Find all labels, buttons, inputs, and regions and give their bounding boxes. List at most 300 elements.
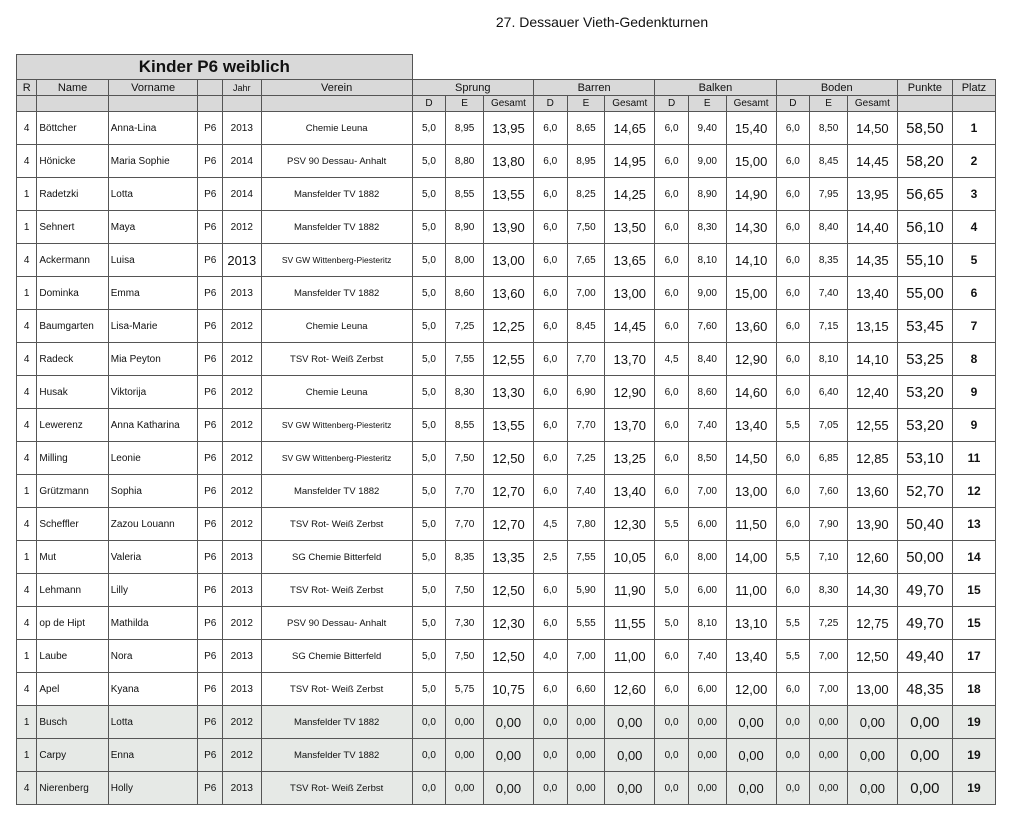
- cell-barren-e: 0,00: [567, 706, 605, 739]
- cell-klasse: P6: [198, 574, 222, 607]
- cell-klasse: P6: [198, 541, 222, 574]
- cell-sprung-e: 5,75: [446, 673, 484, 706]
- cell-platz: 19: [952, 706, 995, 739]
- cell-boden-gesamt: 14,50: [847, 112, 897, 145]
- cell-balken-d: 0,0: [655, 772, 689, 805]
- table-row: [17, 277, 996, 310]
- cell-r: 4: [17, 673, 37, 706]
- cell-balken-gesamt: 14,10: [726, 244, 776, 277]
- cell-klasse: P6: [198, 244, 222, 277]
- cell-klasse: P6: [198, 211, 222, 244]
- cell-r: 1: [17, 475, 37, 508]
- cell-sprung-d: 5,0: [412, 277, 446, 310]
- cell-barren-e: 6,90: [567, 376, 605, 409]
- cell-sprung-d: 5,0: [412, 112, 446, 145]
- cell-sprung-e: 8,55: [446, 178, 484, 211]
- header-r: R: [17, 80, 37, 96]
- cell-barren-d: 4,5: [533, 508, 567, 541]
- cell-balken-e: 0,00: [688, 739, 726, 772]
- cell-punkte: 53,20: [897, 409, 952, 442]
- cell-boden-gesamt: 12,55: [847, 409, 897, 442]
- cell-klasse: P6: [198, 673, 222, 706]
- cell-klasse: P6: [198, 607, 222, 640]
- cell-jahr: 2012: [222, 343, 261, 376]
- cell-punkte: 55,10: [897, 244, 952, 277]
- cell-barren-gesamt: 12,90: [605, 376, 655, 409]
- cell-boden-gesamt: 14,30: [847, 574, 897, 607]
- cell-boden-d: 5,5: [776, 541, 810, 574]
- cell-platz: 15: [952, 607, 995, 640]
- cell-boden-d: 5,5: [776, 640, 810, 673]
- cell-boden-gesamt: 12,60: [847, 541, 897, 574]
- cell-vorname: Anna-Lina: [108, 112, 198, 145]
- cell-verein: Chemie Leuna: [261, 310, 412, 343]
- cell-sprung-gesamt: 13,80: [483, 145, 533, 178]
- cell-sprung-e: 7,50: [446, 574, 484, 607]
- cell-vorname: Luisa: [108, 244, 198, 277]
- cell-boden-e: 8,40: [810, 211, 848, 244]
- header-name: Name: [37, 80, 108, 96]
- cell-verein: PSV 90 Dessau- Anhalt: [261, 145, 412, 178]
- cell-jahr: 2012: [222, 442, 261, 475]
- cell-vorname: Lilly: [108, 574, 198, 607]
- cell-platz: 3: [952, 178, 995, 211]
- cell-barren-e: 7,25: [567, 442, 605, 475]
- cell-barren-d: 6,0: [533, 442, 567, 475]
- cell-r: 4: [17, 145, 37, 178]
- cell-balken-gesamt: 0,00: [726, 706, 776, 739]
- cell-balken-gesamt: 0,00: [726, 772, 776, 805]
- cell-punkte: 0,00: [897, 739, 952, 772]
- table-row: [17, 442, 996, 475]
- cell-klasse: P6: [198, 376, 222, 409]
- header-sprung: Sprung: [412, 80, 533, 96]
- cell-balken-d: 6,0: [655, 310, 689, 343]
- cell-balken-gesamt: 13,60: [726, 310, 776, 343]
- cell-barren-d: 6,0: [533, 310, 567, 343]
- cell-punkte: 0,00: [897, 706, 952, 739]
- cell-name: Radetzki: [37, 178, 108, 211]
- subheader-gesamt: Gesamt: [483, 96, 533, 112]
- cell-sprung-gesamt: 0,00: [483, 772, 533, 805]
- cell-jahr: 2012: [222, 376, 261, 409]
- cell-sprung-gesamt: 12,50: [483, 442, 533, 475]
- cell-sprung-d: 0,0: [412, 739, 446, 772]
- cell-name: Ackermann: [37, 244, 108, 277]
- cell-jahr: 2012: [222, 409, 261, 442]
- cell-boden-e: 8,35: [810, 244, 848, 277]
- cell-barren-gesamt: 14,95: [605, 145, 655, 178]
- cell-vorname: Lotta: [108, 706, 198, 739]
- subheader-d: D: [533, 96, 567, 112]
- cell-verein: Mansfelder TV 1882: [261, 178, 412, 211]
- cell-sprung-d: 0,0: [412, 772, 446, 805]
- cell-boden-e: 8,10: [810, 343, 848, 376]
- cell-balken-e: 7,40: [688, 640, 726, 673]
- category-row: [17, 55, 996, 80]
- cell-sprung-e: 7,70: [446, 475, 484, 508]
- cell-boden-e: 7,25: [810, 607, 848, 640]
- header-vorname: Vorname: [108, 80, 198, 96]
- cell-sprung-e: 8,55: [446, 409, 484, 442]
- cell-balken-gesamt: 14,50: [726, 442, 776, 475]
- cell-balken-d: 6,0: [655, 211, 689, 244]
- header-punkte: Punkte: [897, 80, 952, 96]
- cell-jahr: 2012: [222, 607, 261, 640]
- cell-barren-e: 8,95: [567, 145, 605, 178]
- cell-sprung-gesamt: 12,50: [483, 640, 533, 673]
- cell-r: 4: [17, 508, 37, 541]
- cell-boden-e: 7,00: [810, 640, 848, 673]
- cell-barren-gesamt: 13,00: [605, 277, 655, 310]
- header-balken: Balken: [655, 80, 776, 96]
- cell-sprung-d: 5,0: [412, 310, 446, 343]
- cell-klasse: P6: [198, 409, 222, 442]
- cell-sprung-e: 8,90: [446, 211, 484, 244]
- category-title: Kinder P6 weiblich: [17, 55, 413, 80]
- cell-jahr: 2013: [222, 673, 261, 706]
- cell-verein: Mansfelder TV 1882: [261, 211, 412, 244]
- table-row: [17, 244, 996, 277]
- cell-barren-gesamt: 14,25: [605, 178, 655, 211]
- cell-punkte: 0,00: [897, 772, 952, 805]
- subheader-row: [17, 96, 996, 112]
- cell-boden-d: 6,0: [776, 211, 810, 244]
- cell-sprung-d: 5,0: [412, 475, 446, 508]
- cell-platz: 13: [952, 508, 995, 541]
- cell-vorname: Emma: [108, 277, 198, 310]
- table-row: [17, 772, 996, 805]
- cell-r: 1: [17, 211, 37, 244]
- cell-platz: 6: [952, 277, 995, 310]
- cell-balken-d: 6,0: [655, 673, 689, 706]
- cell-klasse: P6: [198, 178, 222, 211]
- cell-boden-gesamt: 12,40: [847, 376, 897, 409]
- cell-name: Mut: [37, 541, 108, 574]
- cell-platz: 1: [952, 112, 995, 145]
- cell-klasse: P6: [198, 145, 222, 178]
- cell-barren-d: 4,0: [533, 640, 567, 673]
- cell-balken-e: 7,00: [688, 475, 726, 508]
- cell-sprung-e: 7,50: [446, 640, 484, 673]
- table-row: [17, 673, 996, 706]
- cell-sprung-d: 5,0: [412, 508, 446, 541]
- cell-verein: SV GW Wittenberg-Piesteritz: [261, 442, 412, 475]
- cell-boden-d: 6,0: [776, 277, 810, 310]
- cell-barren-e: 6,60: [567, 673, 605, 706]
- cell-barren-gesamt: 10,05: [605, 541, 655, 574]
- cell-platz: 9: [952, 376, 995, 409]
- cell-vorname: Leonie: [108, 442, 198, 475]
- cell-barren-gesamt: 0,00: [605, 739, 655, 772]
- cell-balken-gesamt: 12,00: [726, 673, 776, 706]
- cell-barren-gesamt: 13,65: [605, 244, 655, 277]
- cell-sprung-gesamt: 13,00: [483, 244, 533, 277]
- cell-r: 4: [17, 772, 37, 805]
- cell-balken-d: 6,0: [655, 475, 689, 508]
- cell-boden-e: 7,10: [810, 541, 848, 574]
- cell-sprung-e: 8,30: [446, 376, 484, 409]
- table-row: [17, 310, 996, 343]
- cell-name: Radeck: [37, 343, 108, 376]
- subheader-d: D: [655, 96, 689, 112]
- cell-vorname: Valeria: [108, 541, 198, 574]
- cell-barren-d: 0,0: [533, 706, 567, 739]
- cell-balken-d: 0,0: [655, 706, 689, 739]
- cell-vorname: Maria Sophie: [108, 145, 198, 178]
- cell-verein: Mansfelder TV 1882: [261, 277, 412, 310]
- cell-boden-gesamt: 12,85: [847, 442, 897, 475]
- cell-balken-d: 6,0: [655, 112, 689, 145]
- cell-boden-e: 7,95: [810, 178, 848, 211]
- cell-jahr: 2013: [222, 244, 261, 277]
- cell-jahr: 2013: [222, 772, 261, 805]
- cell-barren-d: 6,0: [533, 211, 567, 244]
- cell-boden-d: 6,0: [776, 112, 810, 145]
- cell-boden-e: 7,60: [810, 475, 848, 508]
- cell-sprung-gesamt: 0,00: [483, 706, 533, 739]
- cell-barren-e: 8,25: [567, 178, 605, 211]
- cell-barren-e: 7,40: [567, 475, 605, 508]
- cell-balken-d: 6,0: [655, 145, 689, 178]
- cell-sprung-d: 5,0: [412, 145, 446, 178]
- cell-punkte: 53,20: [897, 376, 952, 409]
- cell-platz: 15: [952, 574, 995, 607]
- cell-boden-d: 5,5: [776, 409, 810, 442]
- cell-jahr: 2013: [222, 541, 261, 574]
- cell-boden-gesamt: 0,00: [847, 772, 897, 805]
- cell-name: Scheffler: [37, 508, 108, 541]
- cell-boden-d: 0,0: [776, 706, 810, 739]
- cell-punkte: 53,45: [897, 310, 952, 343]
- cell-barren-gesamt: 11,00: [605, 640, 655, 673]
- cell-barren-d: 6,0: [533, 673, 567, 706]
- cell-barren-e: 7,55: [567, 541, 605, 574]
- subheader-e: E: [446, 96, 484, 112]
- cell-balken-gesamt: 14,00: [726, 541, 776, 574]
- cell-sprung-gesamt: 13,55: [483, 178, 533, 211]
- cell-barren-d: 0,0: [533, 772, 567, 805]
- cell-barren-gesamt: 13,70: [605, 409, 655, 442]
- cell-barren-e: 7,70: [567, 343, 605, 376]
- cell-boden-e: 6,85: [810, 442, 848, 475]
- cell-r: 4: [17, 574, 37, 607]
- cell-barren-gesamt: 14,45: [605, 310, 655, 343]
- cell-sprung-gesamt: 13,30: [483, 376, 533, 409]
- cell-sprung-e: 7,55: [446, 343, 484, 376]
- subheader-gesamt: Gesamt: [605, 96, 655, 112]
- cell-barren-gesamt: 13,40: [605, 475, 655, 508]
- cell-punkte: 56,10: [897, 211, 952, 244]
- cell-r: 1: [17, 277, 37, 310]
- cell-verein: TSV Rot- Weiß Zerbst: [261, 574, 412, 607]
- cell-verein: Mansfelder TV 1882: [261, 475, 412, 508]
- cell-vorname: Nora: [108, 640, 198, 673]
- document-title: 27. Dessauer Vieth-Gedenkturnen: [495, 14, 709, 30]
- cell-barren-d: 6,0: [533, 178, 567, 211]
- cell-barren-d: 0,0: [533, 739, 567, 772]
- header-barren: Barren: [533, 80, 654, 96]
- cell-jahr: 2014: [222, 178, 261, 211]
- cell-r: 1: [17, 178, 37, 211]
- cell-balken-e: 8,10: [688, 607, 726, 640]
- cell-name: Hönicke: [37, 145, 108, 178]
- cell-platz: 17: [952, 640, 995, 673]
- cell-punkte: 53,25: [897, 343, 952, 376]
- cell-sprung-e: 7,25: [446, 310, 484, 343]
- cell-balken-gesamt: 15,40: [726, 112, 776, 145]
- cell-klasse: P6: [198, 739, 222, 772]
- cell-platz: 4: [952, 211, 995, 244]
- cell-boden-d: 6,0: [776, 574, 810, 607]
- cell-barren-d: 2,5: [533, 541, 567, 574]
- cell-verein: Chemie Leuna: [261, 376, 412, 409]
- cell-barren-e: 5,90: [567, 574, 605, 607]
- cell-sprung-gesamt: 13,60: [483, 277, 533, 310]
- cell-balken-d: 6,0: [655, 640, 689, 673]
- cell-name: op de Hipt: [37, 607, 108, 640]
- cell-r: 4: [17, 442, 37, 475]
- cell-sprung-d: 5,0: [412, 607, 446, 640]
- table-row: [17, 640, 996, 673]
- cell-barren-gesamt: 12,30: [605, 508, 655, 541]
- cell-barren-gesamt: 0,00: [605, 706, 655, 739]
- cell-balken-e: 8,50: [688, 442, 726, 475]
- cell-boden-d: 6,0: [776, 343, 810, 376]
- cell-punkte: 50,00: [897, 541, 952, 574]
- cell-punkte: 49,70: [897, 607, 952, 640]
- cell-balken-gesamt: 12,90: [726, 343, 776, 376]
- table-row: [17, 706, 996, 739]
- cell-jahr: 2013: [222, 574, 261, 607]
- subheader-e: E: [810, 96, 848, 112]
- cell-punkte: 52,70: [897, 475, 952, 508]
- cell-name: Lewerenz: [37, 409, 108, 442]
- cell-balken-e: 7,60: [688, 310, 726, 343]
- cell-boden-e: 7,00: [810, 673, 848, 706]
- cell-platz: 18: [952, 673, 995, 706]
- cell-balken-d: 5,0: [655, 607, 689, 640]
- cell-boden-d: 0,0: [776, 772, 810, 805]
- header-platz: Platz: [952, 80, 995, 96]
- cell-sprung-d: 5,0: [412, 343, 446, 376]
- cell-barren-e: 8,65: [567, 112, 605, 145]
- cell-platz: 2: [952, 145, 995, 178]
- cell-name: Carpy: [37, 739, 108, 772]
- cell-name: Sehnert: [37, 211, 108, 244]
- cell-klasse: P6: [198, 640, 222, 673]
- cell-boden-d: 0,0: [776, 739, 810, 772]
- table-row: [17, 343, 996, 376]
- cell-balken-e: 7,40: [688, 409, 726, 442]
- cell-boden-d: 6,0: [776, 508, 810, 541]
- cell-balken-e: 9,40: [688, 112, 726, 145]
- cell-boden-d: 6,0: [776, 145, 810, 178]
- cell-vorname: Lotta: [108, 178, 198, 211]
- cell-barren-e: 8,45: [567, 310, 605, 343]
- cell-boden-gesamt: 12,75: [847, 607, 897, 640]
- cell-name: Böttcher: [37, 112, 108, 145]
- cell-barren-e: 7,65: [567, 244, 605, 277]
- cell-barren-d: 6,0: [533, 277, 567, 310]
- cell-barren-d: 6,0: [533, 145, 567, 178]
- cell-jahr: 2012: [222, 211, 261, 244]
- cell-boden-gesamt: 0,00: [847, 739, 897, 772]
- cell-boden-d: 6,0: [776, 178, 810, 211]
- cell-sprung-d: 5,0: [412, 211, 446, 244]
- cell-balken-d: 6,0: [655, 244, 689, 277]
- subheader-d: D: [412, 96, 446, 112]
- cell-balken-gesamt: 14,90: [726, 178, 776, 211]
- cell-barren-d: 6,0: [533, 343, 567, 376]
- cell-verein: SV GW Wittenberg-Piesteritz: [261, 409, 412, 442]
- cell-r: 1: [17, 706, 37, 739]
- cell-r: 4: [17, 244, 37, 277]
- cell-boden-e: 7,05: [810, 409, 848, 442]
- cell-balken-d: 6,0: [655, 409, 689, 442]
- cell-sprung-e: 0,00: [446, 706, 484, 739]
- cell-punkte: 56,65: [897, 178, 952, 211]
- table-row: [17, 112, 996, 145]
- cell-balken-gesamt: 13,40: [726, 409, 776, 442]
- cell-sprung-d: 5,0: [412, 409, 446, 442]
- cell-barren-e: 7,50: [567, 211, 605, 244]
- cell-verein: TSV Rot- Weiß Zerbst: [261, 343, 412, 376]
- subheader-e: E: [688, 96, 726, 112]
- cell-balken-gesamt: 11,00: [726, 574, 776, 607]
- cell-balken-e: 8,60: [688, 376, 726, 409]
- cell-sprung-e: 8,35: [446, 541, 484, 574]
- cell-verein: SG Chemie Bitterfeld: [261, 640, 412, 673]
- subheader-gesamt: Gesamt: [726, 96, 776, 112]
- cell-punkte: 48,35: [897, 673, 952, 706]
- cell-barren-d: 6,0: [533, 409, 567, 442]
- cell-punkte: 58,50: [897, 112, 952, 145]
- cell-barren-gesamt: 0,00: [605, 772, 655, 805]
- cell-r: 1: [17, 541, 37, 574]
- cell-balken-d: 0,0: [655, 739, 689, 772]
- cell-klasse: P6: [198, 277, 222, 310]
- cell-boden-gesamt: 13,90: [847, 508, 897, 541]
- table-row: [17, 508, 996, 541]
- cell-verein: Mansfelder TV 1882: [261, 706, 412, 739]
- cell-jahr: 2012: [222, 508, 261, 541]
- cell-balken-gesamt: 14,30: [726, 211, 776, 244]
- cell-boden-gesamt: 13,60: [847, 475, 897, 508]
- cell-klasse: P6: [198, 772, 222, 805]
- cell-name: Husak: [37, 376, 108, 409]
- cell-barren-gesamt: 13,70: [605, 343, 655, 376]
- subheader-e: E: [567, 96, 605, 112]
- cell-boden-gesamt: 13,15: [847, 310, 897, 343]
- cell-sprung-e: 0,00: [446, 772, 484, 805]
- cell-balken-gesamt: 11,50: [726, 508, 776, 541]
- cell-vorname: Kyana: [108, 673, 198, 706]
- cell-sprung-e: 7,50: [446, 442, 484, 475]
- table-row: [17, 376, 996, 409]
- cell-barren-e: 5,55: [567, 607, 605, 640]
- cell-punkte: 49,40: [897, 640, 952, 673]
- cell-boden-d: 6,0: [776, 244, 810, 277]
- cell-jahr: 2012: [222, 706, 261, 739]
- cell-name: Apel: [37, 673, 108, 706]
- cell-balken-e: 8,00: [688, 541, 726, 574]
- cell-balken-e: 8,40: [688, 343, 726, 376]
- cell-barren-d: 6,0: [533, 574, 567, 607]
- cell-sprung-gesamt: 13,35: [483, 541, 533, 574]
- cell-vorname: Viktorija: [108, 376, 198, 409]
- cell-verein: TSV Rot- Weiß Zerbst: [261, 772, 412, 805]
